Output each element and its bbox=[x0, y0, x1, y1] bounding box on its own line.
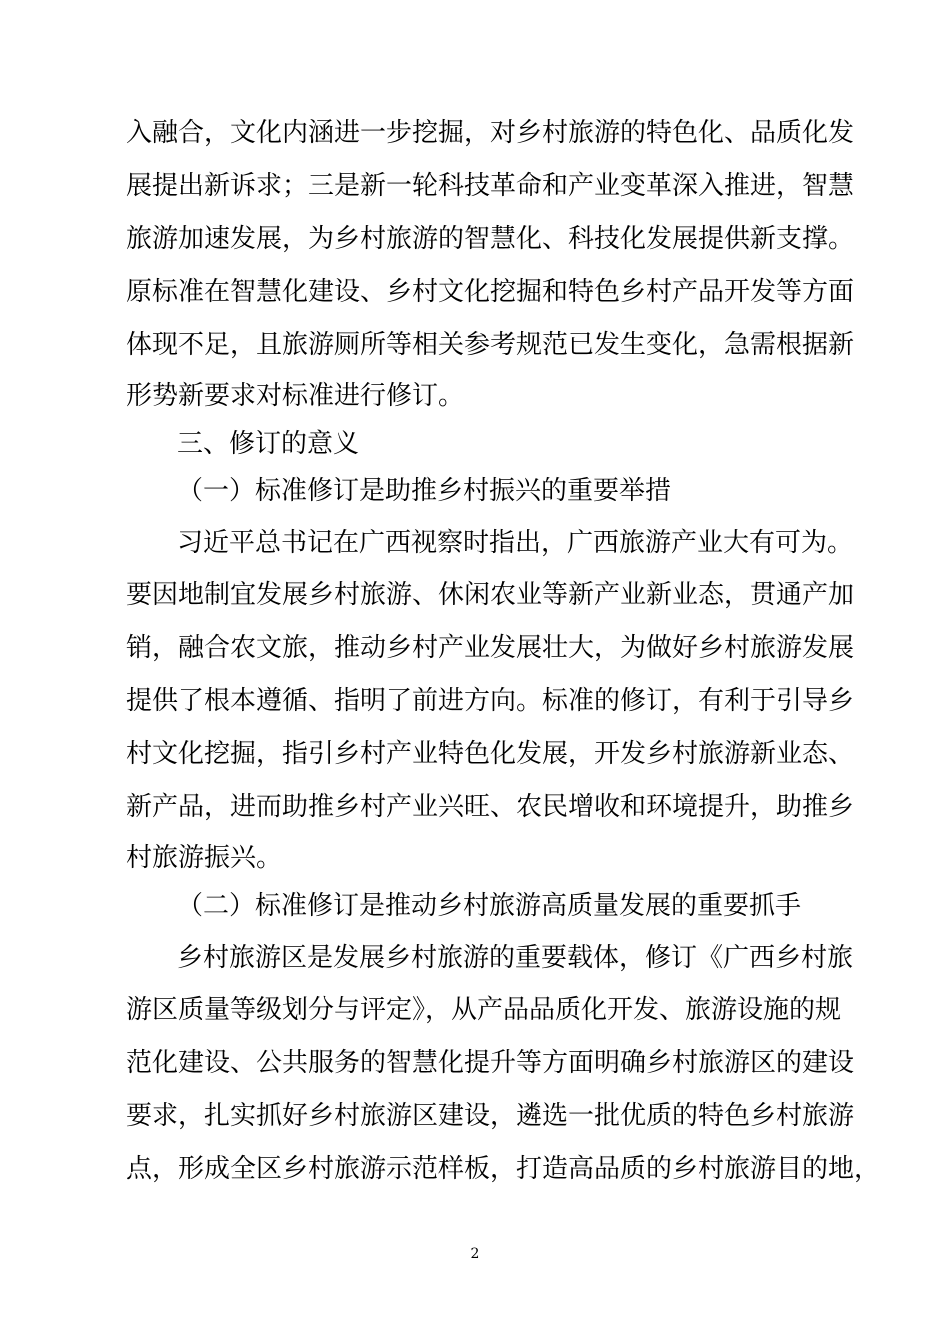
body-text-line: 提供了根本遵循、指明了前进方向。标准的修订，有利于引导乡 bbox=[126, 686, 855, 716]
body-text-line: 游区质量等级划分与评定》，从产品品质化开发、旅游设施的规 bbox=[126, 995, 842, 1025]
body-text-line: 村文化挖掘，指引乡村产业特色化发展，开发乡村旅游新业态、 bbox=[126, 739, 855, 769]
body-text-line: 原标准在智慧化建设、乡村文化挖掘和特色乡村产品开发等方面 bbox=[126, 277, 855, 307]
body-text-line: 旅游加速发展，为乡村旅游的智慧化、科技化发展提供新支撑。 bbox=[126, 224, 855, 254]
body-text-line: 形势新要求对标准进行修订。 bbox=[126, 381, 465, 411]
body-text-line: 体现不足，且旅游厕所等相关参考规范已发生变化，急需根据新 bbox=[126, 330, 855, 360]
page-number: 2 bbox=[470, 1246, 480, 1262]
body-text-line: 习近平总书记在广西视察时指出，广西旅游产业大有可为。 bbox=[177, 528, 854, 558]
body-text-line: 要因地制宜发展乡村旅游、休闲农业等新产业新业态，贯通产加 bbox=[126, 580, 855, 610]
body-text-line: 范化建设、公共服务的智慧化提升等方面明确乡村旅游区的建设 bbox=[126, 1048, 855, 1078]
body-text-line: 入融合，文化内涵进一步挖掘，对乡村旅游的特色化、品质化发 bbox=[126, 118, 855, 148]
body-text-line: 点，形成全区乡村旅游示范样板，打造高品质的乡村旅游目的地， bbox=[126, 1154, 881, 1184]
body-text-line: 销，融合农文旅，推动乡村产业发展壮大，为做好乡村旅游发展 bbox=[126, 633, 855, 663]
body-text-line: 展提出新诉求；三是新一轮科技革命和产业变革深入推进，智慧 bbox=[126, 171, 855, 201]
body-text-line: 乡村旅游区是发展乡村旅游的重要载体，修订《广西乡村旅 bbox=[177, 943, 854, 973]
body-text-line: 新产品，进而助推乡村产业兴旺、农民增收和环境提升，助推乡 bbox=[126, 792, 855, 822]
subsection-heading: （一）标准修订是助推乡村振兴的重要举措 bbox=[177, 476, 672, 506]
section-heading: 三、修订的意义 bbox=[177, 429, 360, 459]
body-text-line: 村旅游振兴。 bbox=[126, 843, 283, 873]
subsection-heading: （二）标准修订是推动乡村旅游高质量发展的重要抓手 bbox=[177, 891, 802, 921]
body-text-line: 要求，扎实抓好乡村旅游区建设，遴选一批优质的特色乡村旅游 bbox=[126, 1101, 855, 1131]
